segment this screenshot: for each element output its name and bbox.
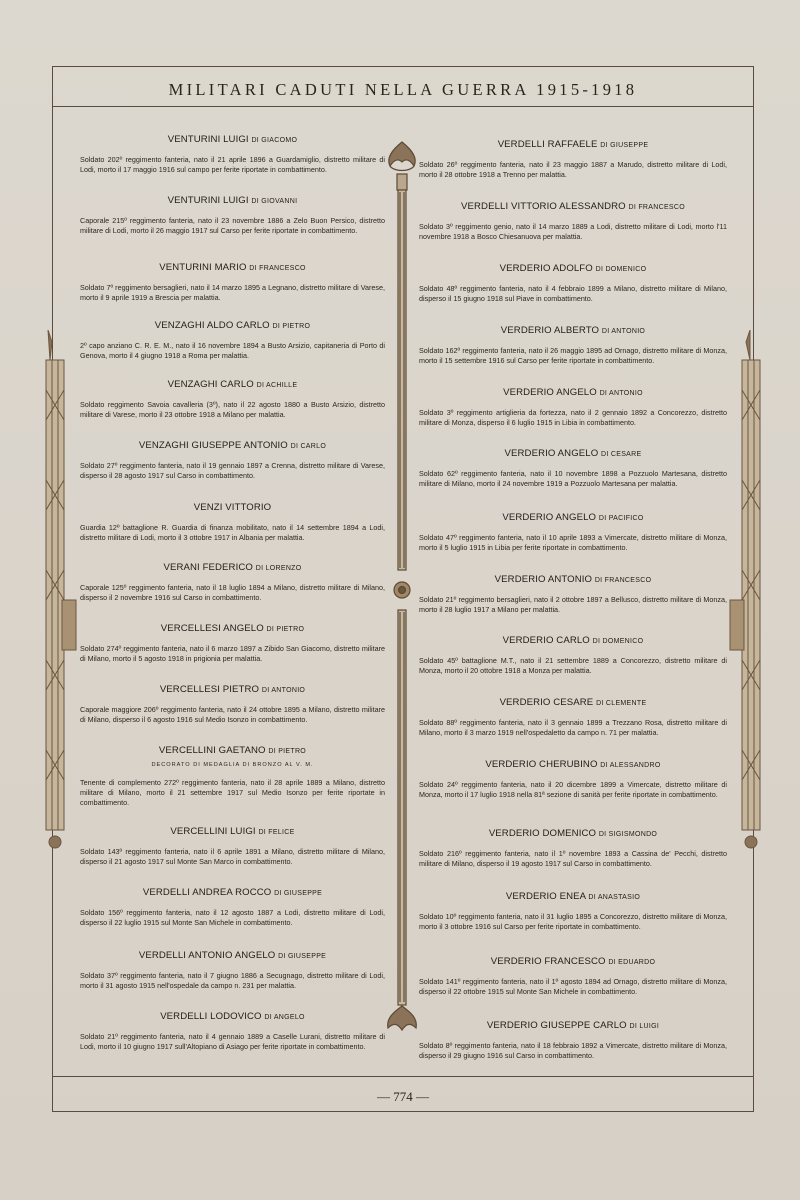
entry-parentage: DI GIUSEPPE (274, 890, 323, 897)
entry-surname: VERDELLI VITTORIO ALESSANDRO (461, 201, 626, 212)
record-entry (419, 201, 727, 242)
record-entry (419, 828, 727, 869)
entry-parentage: DI CESARE (601, 451, 642, 458)
entry-name (419, 325, 727, 336)
entry-parentage: DI ACHILLE (256, 382, 298, 389)
entry-name (80, 440, 385, 451)
record-entry (419, 448, 727, 489)
record-entry (419, 139, 727, 180)
entry-surname: VERCELLESI PIETRO (159, 684, 260, 695)
entry-name (419, 635, 727, 646)
record-entry (80, 562, 385, 603)
entry-parentage: DI ANTONIO (599, 390, 643, 397)
entry-description: 2º capo anziano C. R. E. M., nato il 16 novembre 1894 a Busto Arsizio, capitaneria di Porto di Genova, morto il 4 giugno 1918 a Roma per malattia. (80, 341, 385, 360)
entry-surname: VENTURINI LUIGI (167, 134, 249, 145)
entry-surname: VERDERIO ADOLFO (499, 263, 593, 274)
entry-parentage: DI LORENZO (255, 565, 302, 572)
entry-surname: VERDERIO ANGELO (504, 448, 599, 459)
entry-surname: VERCELLINI GAETANO (158, 745, 266, 756)
entry-surname: VERDERIO GIUSEPPE CARLO (486, 1020, 627, 1031)
entry-description: Soldato 274º reggimento fanteria, nato il 6 marzo 1897 a Zibido San Giacomo, distretto militare di Milano, morto il 5 agosto 1918 in prigionia per malattia. (80, 644, 385, 663)
entry-name (80, 320, 385, 331)
record-entry (80, 950, 385, 991)
entry-name (80, 950, 385, 961)
entry-description: Caporale 125º reggimento fanteria, nato il 18 luglio 1894 a Milano, distretto militare di Milano, disperso il 2 novembre 1916 sul Carso in combattimento. (80, 583, 385, 602)
entry-name (419, 139, 727, 150)
entry-name (80, 134, 385, 145)
entry-description: Soldato 141º reggimento fanteria, nato il 1º agosto 1894 ad Ornago, distretto militare di Monza, disperso il 22 ottobre 1915 sul Monte San Michele in combattimento. (419, 977, 727, 996)
entry-description: Soldato 3º reggimento artiglieria da fortezza, nato il 2 gennaio 1892 a Concorezzo, distretto militare di Monza, disperso il 6 luglio 1915 in Libia in combattimento. (419, 408, 727, 427)
entry-parentage: DI PIETRO (266, 626, 305, 633)
entry-surname: VERDERIO CESARE (499, 697, 594, 708)
entry-name (419, 201, 727, 212)
entry-surname: VERDERIO ANGELO (502, 512, 597, 523)
record-entry (419, 635, 727, 676)
entry-description: Soldato 143º reggimento fanteria, nato il 6 aprile 1891 a Milano, distretto militare di Milano, disperso il 21 agosto 1917 sul Monte San Marco in combattimento. (80, 847, 385, 866)
record-entry (80, 1011, 385, 1052)
record-entry (80, 262, 385, 303)
entry-surname: VENZAGHI ALDO CARLO (154, 320, 270, 331)
entry-surname: VERDERIO ANTONIO (494, 574, 593, 585)
entry-name (419, 828, 727, 839)
entry-name (80, 502, 385, 513)
title-divider (52, 106, 754, 107)
record-entry (80, 887, 385, 928)
entry-description: Soldato 156º reggimento fanteria, nato il 12 agosto 1887 a Lodi, distretto militare di Lodi, disperso il 22 luglio 1915 sul Monte San Michele in combattimento. (80, 908, 385, 927)
page-title: MILITARI CADUTI NELLA GUERRA 1915-1918 (168, 80, 638, 99)
entry-name (80, 262, 385, 273)
entry-name (80, 826, 385, 837)
record-entry (80, 195, 385, 236)
entry-surname: VERDELLI LODOVICO (160, 1011, 262, 1022)
entry-parentage: DI DOMENICO (592, 638, 644, 645)
entry-description: Soldato reggimento Savoia cavalleria (3º), nato il 22 agosto 1880 a Busto Arsizio, distretto militare di Varese, morto il 23 ottobre 1918 a Milano per malattia. (80, 400, 385, 419)
entry-description: Soldato 21º reggimento bersaglieri, nato il 2 ottobre 1897 a Bellusco, distretto militare di Monza, morto il 28 luglio 1917 a Milano per malattia. (419, 595, 727, 614)
entry-name (419, 512, 727, 523)
entry-parentage: DI DOMENICO (595, 266, 647, 273)
entry-description: Soldato 162º reggimento fanteria, nato il 26 maggio 1895 ad Ornago, distretto militare di Monza, morto il 15 settembre 1916 sul Carso per ferite riportate in combattimento. (419, 346, 727, 365)
entry-description: Soldato 47º reggimento fanteria, nato il 10 aprile 1893 a Vimercate, distretto militare di Monza, morto il 5 luglio 1915 in Libia per ferite riportate in combattimento. (419, 533, 727, 552)
entry-surname: VERCELLESI ANGELO (160, 623, 264, 634)
entry-description: Caporale 215º reggimento fanteria, nato il 23 novembre 1886 a Zelo Buon Persico, distretto militare di Lodi, morto il 26 maggio 1917 sul Carso per ferite riportate in combattimento. (80, 216, 385, 235)
entry-name (419, 1020, 727, 1031)
entry-description: Soldato 3º reggimento genio, nato il 14 marzo 1889 a Lodi, distretto militare di Lodi, morto l'11 novembre 1918 a Bosco Chiesanuova per malattia. (419, 222, 727, 241)
entry-name (419, 697, 727, 708)
entry-parentage: DI CARLO (290, 443, 327, 450)
entry-name (419, 956, 727, 967)
entry-parentage: DI GIACOMO (251, 137, 298, 144)
entry-name (80, 1011, 385, 1022)
entry-parentage: DI FRANCESCO (249, 265, 306, 272)
record-entry (419, 512, 727, 553)
entry-description: Guardia 12º battaglione R. Guardia di finanza mobilitato, nato il 14 settembre 1894 a Lodi, distretto militare di Lodi, morto il 3 ottobre 1917 in Albania per malattia. (80, 523, 385, 542)
record-entry (80, 623, 385, 664)
entry-surname: VERCELLINI LUIGI (170, 826, 256, 837)
entry-description: Caporale maggiore 206º reggimento fanteria, nato il 24 ottobre 1895 a Milano, distretto militare di Milano, disperso il 6 agosto 1916 sul Medio Isonzo in combattimento. (80, 705, 385, 724)
entry-name (80, 195, 385, 206)
entry-description: Soldato 8º reggimento fanteria, nato il 18 febbraio 1892 a Vimercate, distretto militare di Monza, disperso il 29 giugno 1916 sul Carso in combattimento. (419, 1041, 727, 1060)
entry-parentage: DI LUIGI (629, 1023, 660, 1030)
record-entry (419, 574, 727, 615)
record-entry (419, 697, 727, 738)
entry-description: Soldato 45º battaglione M.T., nato il 21 settembre 1889 a Concorezzo, distretto militare di Monza, morto il 20 ottobre 1918 a Monza per malattia. (419, 656, 727, 675)
entry-surname: VERDERIO CARLO (502, 635, 590, 646)
entry-parentage: DI ALESSANDRO (600, 762, 661, 769)
record-entry (80, 502, 385, 543)
record-entry (80, 684, 385, 725)
entry-parentage: DI CLEMENTE (596, 700, 647, 707)
page-number: — 774 — (377, 1089, 429, 1104)
entry-surname: VERDELLI ANTONIO ANGELO (138, 950, 276, 961)
record-entry (80, 745, 385, 807)
entry-name (419, 891, 727, 902)
entry-surname: VERDERIO DOMENICO (488, 828, 597, 839)
footer-divider (52, 1076, 754, 1077)
entry-surname: VENTURINI MARIO (159, 262, 247, 273)
entry-name (419, 574, 727, 585)
entry-description: Soldato 27º reggimento fanteria, nato il 19 gennaio 1897 a Crenna, distretto militare di Varese, disperso il 28 agosto 1917 sul Carso in combattimento. (80, 461, 385, 480)
entry-description: Soldato 21º reggimento fanteria, nato il 4 gennaio 1889 a Caselle Lurani, distretto militare di Lodi, morto il 10 giugno 1917 sull'Altopiano di Asiago per ferite riportate in combattimento. (80, 1032, 385, 1051)
entry-name (80, 623, 385, 634)
entry-description: Soldato 62º reggimento fanteria, nato il 10 novembre 1898 a Pozzuolo Martesana, distretto militare di Milano, morto il 24 novembre 1919 a Pozzuolo Martesana per malattia. (419, 469, 727, 488)
entry-parentage: DI GIUSEPPE (600, 142, 649, 149)
entry-parentage: DI ANGELO (264, 1014, 305, 1021)
entry-surname: VENZI VITTORIO (193, 502, 272, 513)
entry-description: Soldato 37º reggimento fanteria, nato il 7 giugno 1886 a Secugnago, distretto militare di Lodi, morto il 31 agosto 1915 nell'ospedale da campo n. 231 per malattia. (80, 971, 385, 990)
left-fasces-icon (40, 330, 80, 855)
entry-parentage: DI PIETRO (272, 323, 311, 330)
entry-description: Soldato 24º reggimento fanteria, nato il 20 dicembre 1899 a Vimercate, distretto militare di Monza, morto il 17 luglio 1918 nella 81ª sezione di sanità per ferite riportate in combattimento. (419, 780, 727, 799)
entry-surname: VERDELLI ANDREA ROCCO (142, 887, 272, 898)
entry-description: Soldato 7º reggimento bersaglieri, nato il 14 marzo 1895 a Legnano, distretto militare di Varese, morto il 9 aprile 1919 a Brescia per malattia. (80, 283, 385, 302)
entry-parentage: DI FRANCESCO (594, 577, 652, 584)
entry-surname: VERANI FEDERICO (163, 562, 253, 573)
entry-parentage: DI SIGISMONDO (598, 831, 658, 838)
ornamental-staff-icon (380, 140, 424, 1040)
entry-name (419, 448, 727, 459)
entry-name (419, 263, 727, 274)
record-entry (80, 134, 385, 175)
entry-surname: VERDERIO ANGELO (503, 387, 597, 398)
right-fasces-icon (728, 330, 768, 855)
entry-surname: VENTURINI LUIGI (167, 195, 249, 206)
record-entry (419, 263, 727, 304)
entry-surname: VERDERIO FRANCESCO (490, 956, 606, 967)
entry-name (80, 562, 385, 573)
entry-parentage: DI FELICE (258, 829, 295, 836)
entry-description: Soldato 88º reggimento fanteria, nato il 3 gennaio 1899 a Trezzano Rosa, distretto militare di Milano, morto il 3 marzo 1919 nell'ospedaletto da campo n. 71 per malattia. (419, 718, 727, 737)
entry-name (80, 379, 385, 390)
entry-parentage: DI PIETRO (268, 748, 307, 755)
record-entry (419, 325, 727, 366)
record-entry (80, 379, 385, 420)
entry-parentage: DI PACIFICO (598, 515, 644, 522)
entry-name (80, 684, 385, 695)
entry-description: Soldato 10º reggimento fanteria, nato il 31 luglio 1895 a Concorezzo, distretto militare di Monza, morto il 3 ottobre 1916 sul Carso per ferite riportate in combattimento. (419, 912, 727, 931)
record-entry (419, 759, 727, 800)
entry-surname: VERDERIO ALBERTO (500, 325, 600, 336)
entry-surname: VENZAGHI CARLO (167, 379, 254, 390)
entry-decoration: DECORATO DI MEDAGLIA DI BRONZO AL V. M. (151, 762, 314, 768)
entry-parentage: DI GIOVANNI (251, 198, 298, 205)
record-entry (419, 956, 727, 997)
entry-parentage: DI FRANCESCO (628, 204, 685, 211)
entry-description: Soldato 48º reggimento fanteria, nato il 4 febbraio 1899 a Milano, distretto militare di Milano, disperso il 15 giugno 1918 sul Piave in combattimento. (419, 284, 727, 303)
record-entry (419, 891, 727, 932)
record-entry (80, 440, 385, 481)
entry-parentage: DI ANTONIO (261, 687, 306, 694)
entry-surname: VERDERIO ENEA (505, 891, 586, 902)
entry-surname: VENZAGHI GIUSEPPE ANTONIO (138, 440, 288, 451)
entry-description: Soldato 26º reggimento fanteria, nato il 23 maggio 1887 a Marudo, distretto militare di Lodi, morto il 28 ottobre 1918 a Trenno per malattia. (419, 160, 727, 179)
record-entry (80, 826, 385, 867)
entry-name (419, 759, 727, 770)
entry-description: Tenente di complemento 272º reggimento fanteria, nato il 28 aprile 1889 a Milano, distretto militare di Milano, morto il 21 settembre 1917 sul Medio Isonzo per ferite riportate in combattimento. (80, 778, 385, 807)
entry-parentage: DI EDUARDO (608, 959, 656, 966)
entry-name (80, 745, 385, 756)
entry-surname: VERDERIO CHERUBINO (485, 759, 598, 770)
record-entry (80, 320, 385, 361)
record-entry (419, 1020, 727, 1061)
entry-surname: VERDELLI RAFFAELE (497, 139, 598, 150)
entry-name (419, 387, 727, 398)
entry-parentage: DI ANTONIO (601, 328, 646, 335)
entry-parentage: DI GIUSEPPE (278, 953, 327, 960)
record-entry (419, 387, 727, 428)
entry-description: Soldato 202º reggimento fanteria, nato il 21 aprile 1896 a Guardamiglio, distretto militare di Lodi, morto il 17 maggio 1916 sul campo per ferite riportate in combattimento. (80, 155, 385, 174)
entry-description: Soldato 216º reggimento fanteria, nato il 1º novembre 1893 a Cassina de' Pecchi, distretto militare di Milano, disperso il 19 agosto 1917 sul Carso in combattimento. (419, 849, 727, 868)
entry-parentage: DI ANASTASIO (588, 894, 641, 901)
entry-name (80, 887, 385, 898)
